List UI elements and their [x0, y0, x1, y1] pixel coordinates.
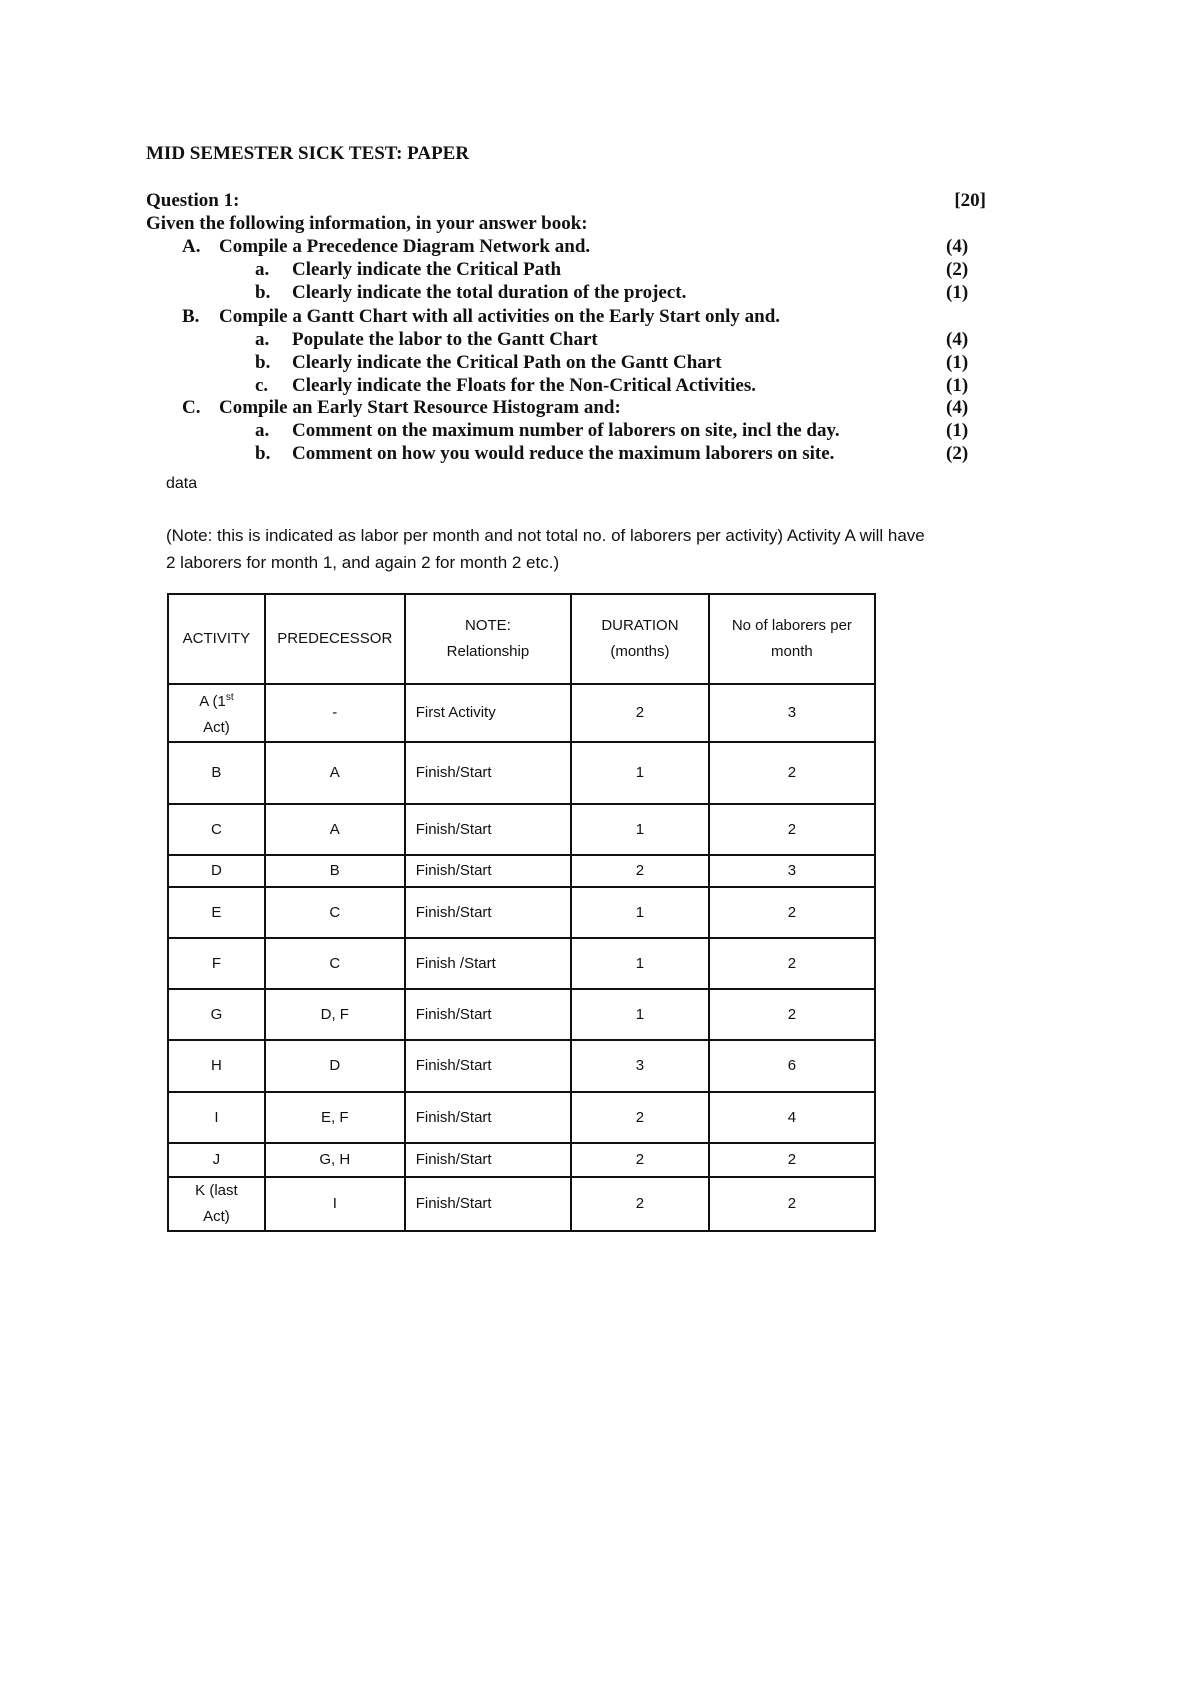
- cell-laborers: 3: [709, 855, 875, 887]
- cell-laborers: 3: [709, 684, 875, 742]
- cell-relationship: Finish/Start: [405, 742, 571, 804]
- cell-activity: B: [168, 742, 265, 804]
- question-heading: [146, 190, 986, 212]
- table-row: [168, 1040, 875, 1092]
- table-body: [168, 684, 875, 1231]
- table-row: [168, 1143, 875, 1177]
- section-text: Compile a Gantt Chart with all activities on the Early Start only and.: [219, 306, 781, 327]
- cell-relationship: Finish/Start: [405, 989, 571, 1040]
- cell-laborers: 2: [709, 742, 875, 804]
- cell-duration: 1: [571, 804, 709, 855]
- table-row: [168, 684, 875, 742]
- sub-item-text: Clearly indicate the Floats for the Non-Critical Activities.: [292, 375, 756, 396]
- question-intro: Given the following information, in your answer book:: [146, 213, 588, 234]
- table-row: [168, 938, 875, 989]
- cell-laborers: 2: [709, 989, 875, 1040]
- cell-activity: F: [168, 938, 265, 989]
- cell-predecessor: D, F: [265, 989, 405, 1040]
- cell-duration: 2: [571, 684, 709, 742]
- cell-duration: 2: [571, 1092, 709, 1143]
- cell-relationship: Finish/Start: [405, 855, 571, 887]
- table-row: [168, 804, 875, 855]
- cell-predecessor: A: [265, 742, 405, 804]
- sub-item-label: a.: [255, 259, 270, 280]
- table-row: [168, 855, 875, 887]
- cell-activity: K (last Act): [168, 1177, 265, 1231]
- sub-item-text: Comment on how you would reduce the maximum laborers on site.: [292, 443, 835, 464]
- cell-activity: J: [168, 1143, 265, 1177]
- sub-item-marks: (2): [946, 443, 969, 464]
- cell-duration: 2: [571, 1143, 709, 1177]
- header-activity: ACTIVITY: [168, 594, 265, 684]
- cell-laborers: 2: [709, 1177, 875, 1231]
- cell-duration: 1: [571, 989, 709, 1040]
- sub-item-text: Clearly indicate the Critical Path on the Gantt Chart: [292, 352, 722, 373]
- page-title: MID SEMESTER SICK TEST: PAPER: [146, 143, 470, 164]
- section-label: C.: [182, 397, 201, 418]
- sub-item-label: c.: [255, 375, 269, 396]
- sub-item-marks: (1): [946, 420, 969, 441]
- cell-duration: 2: [571, 855, 709, 887]
- sub-item-label: a.: [255, 420, 270, 441]
- cell-predecessor: B: [265, 855, 405, 887]
- table-row: [168, 887, 875, 938]
- cell-relationship: Finish/Start: [405, 1177, 571, 1231]
- cell-laborers: 4: [709, 1092, 875, 1143]
- header-laborers: No of laborers per month: [709, 594, 875, 684]
- cell-laborers: 2: [709, 887, 875, 938]
- cell-laborers: 6: [709, 1040, 875, 1092]
- cell-relationship: First Activity: [405, 684, 571, 742]
- cell-duration: 1: [571, 742, 709, 804]
- cell-activity: D: [168, 855, 265, 887]
- section-label: B.: [182, 306, 200, 327]
- sub-item-marks: (1): [946, 375, 969, 396]
- sub-item-marks: (1): [946, 282, 969, 303]
- header-relationship: NOTE: Relationship: [405, 594, 571, 684]
- cell-relationship: Finish/Start: [405, 1143, 571, 1177]
- sub-item-marks: (2): [946, 259, 969, 280]
- table-row: [168, 1177, 875, 1231]
- cell-predecessor: I: [265, 1177, 405, 1231]
- cell-relationship: Finish/Start: [405, 887, 571, 938]
- sub-item-text: Clearly indicate the Critical Path: [292, 259, 562, 280]
- data-label: data: [166, 475, 198, 492]
- cell-activity: G: [168, 989, 265, 1040]
- cell-activity: E: [168, 887, 265, 938]
- cell-predecessor: A: [265, 804, 405, 855]
- sub-item-label: b.: [255, 443, 271, 464]
- table-row: [168, 742, 875, 804]
- cell-duration: 2: [571, 1177, 709, 1231]
- sub-item-label: a.: [255, 329, 270, 350]
- cell-relationship: Finish/Start: [405, 804, 571, 855]
- header-predecessor: PREDECESSOR: [265, 594, 405, 684]
- cell-laborers: 2: [709, 1143, 875, 1177]
- cell-activity: H: [168, 1040, 265, 1092]
- cell-predecessor: C: [265, 887, 405, 938]
- cell-predecessor: -: [265, 684, 405, 742]
- table-row: [168, 1092, 875, 1143]
- cell-duration: 1: [571, 887, 709, 938]
- cell-activity: A (1st Act): [168, 684, 265, 742]
- header-duration: DURATION (months): [571, 594, 709, 684]
- cell-predecessor: D: [265, 1040, 405, 1092]
- sub-item-text: Populate the labor to the Gantt Chart: [292, 329, 598, 350]
- cell-relationship: Finish/Start: [405, 1040, 571, 1092]
- question-marks: [20]: [954, 190, 986, 211]
- activity-table: [167, 593, 876, 1232]
- table-header-row: [168, 594, 875, 684]
- table-row: [168, 989, 875, 1040]
- section-text: Compile a Precedence Diagram Network and.: [219, 236, 591, 257]
- cell-predecessor: C: [265, 938, 405, 989]
- cell-predecessor: E, F: [265, 1092, 405, 1143]
- cell-laborers: 2: [709, 804, 875, 855]
- sub-item-marks: (4): [946, 329, 969, 350]
- sub-item-label: b.: [255, 282, 271, 303]
- cell-duration: 3: [571, 1040, 709, 1092]
- cell-laborers: 2: [709, 938, 875, 989]
- section-text: Compile an Early Start Resource Histogram and:: [219, 397, 621, 418]
- sub-item-text: Comment on the maximum number of laborers on site, incl the day.: [292, 420, 840, 441]
- cell-activity: I: [168, 1092, 265, 1143]
- cell-activity: C: [168, 804, 265, 855]
- question-label: Question 1:: [146, 190, 240, 211]
- section-marks: (4): [946, 236, 969, 257]
- section-marks: (4): [946, 397, 969, 418]
- section-label: A.: [182, 236, 201, 257]
- cell-relationship: Finish/Start: [405, 1092, 571, 1143]
- sub-item-marks: (1): [946, 352, 969, 373]
- sub-item-text: Clearly indicate the total duration of the project.: [292, 282, 687, 303]
- cell-predecessor: G, H: [265, 1143, 405, 1177]
- cell-relationship: Finish /Start: [405, 938, 571, 989]
- cell-duration: 1: [571, 938, 709, 989]
- sub-item-label: b.: [255, 352, 271, 373]
- note-text: (Note: this is indicated as labor per month and not total no. of laborers per activity) Activity A will have 2 laborers for month 1, and again 2 for month 2 etc.): [166, 526, 925, 572]
